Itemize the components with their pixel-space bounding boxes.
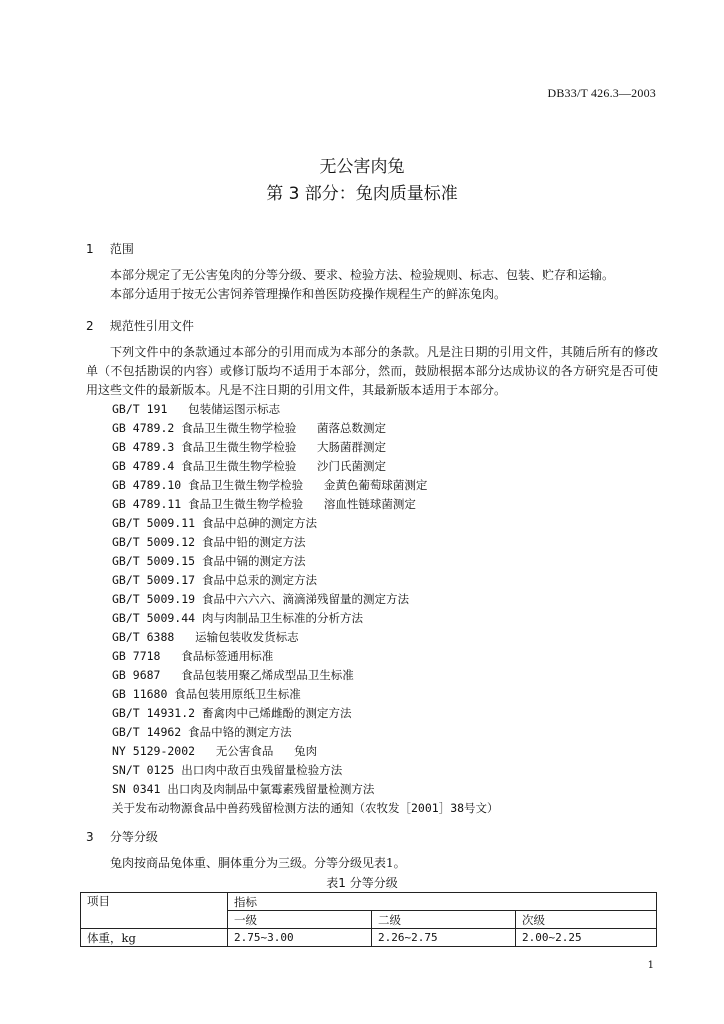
header-item: 项目	[81, 893, 228, 929]
section-number: 1	[86, 242, 94, 256]
section-heading-scope	[86, 240, 134, 257]
section-title: 规范性引用文件	[109, 319, 194, 333]
reference-item: GB/T 5009.19 食品中六六六、滴滴涕残留量的测定方法	[112, 592, 410, 606]
grading-paragraph: 兔肉按商品兔体重、胴体重分为三级。分等分级见表1。	[110, 856, 406, 870]
section-title: 分等分级	[109, 830, 158, 844]
section-heading-normative-references	[86, 317, 194, 334]
reference-item: GB/T 5009.44 肉与肉制品卫生标准的分析方法	[112, 611, 364, 625]
reference-item: NY 5129-2002 无公害食品 兔肉	[112, 744, 318, 758]
standard-number: DB33/T 426.3—2003	[547, 86, 656, 100]
table-row	[81, 893, 657, 911]
reference-item: GB 4789.4 食品卫生微生物学检验 沙门氏菌测定	[112, 459, 387, 473]
page-number: 1	[647, 960, 654, 971]
document-subtitle: 第 3 部分：兔肉质量标准	[266, 184, 458, 204]
reference-item: GB/T 5009.15 食品中镉的测定方法	[112, 554, 306, 568]
reference-item: GB 9687 食品包装用聚乙烯成型品卫生标准	[112, 668, 354, 682]
header-indicator: 指标	[228, 893, 657, 911]
reference-item: GB/T 14962 食品中铬的测定方法	[112, 725, 292, 739]
table-row	[81, 929, 657, 947]
header-grade-1: 一级	[228, 911, 372, 929]
reference-item: GB 4789.10 食品卫生微生物学检验 金黄色葡萄球菌测定	[112, 478, 428, 492]
reference-item: GB 4789.2 食品卫生微生物学检验 菌落总数测定	[112, 421, 387, 435]
reference-item: 关于发布动物源食品中兽药残留检测方法的通知（农牧发［2001］38号文）	[112, 801, 499, 815]
section-heading-grading	[86, 828, 158, 845]
table-cell: 2.26~2.75	[372, 929, 516, 947]
references-intro-paragraph: 下列文件中的条款通过本部分的引用而成为本部分的条款。凡是注日期的引用文件，其随后所有的修改单（不包括勘误的内容）或修订版均不适用于本部分，然而，鼓励根据本部分达成协议的各方研究是否可使用这些文件的最新版本。凡是不注日期的引用文件，其最新版本适用于本部分。	[86, 345, 658, 397]
reference-list	[112, 400, 499, 818]
section-title: 范围	[109, 242, 134, 256]
document-title: 无公害肉兔	[319, 157, 405, 177]
scope-paragraph-1: 本部分规定了无公害兔肉的分等分级、要求、检验方法、检验规则、标志、包装、贮存和运输。	[110, 268, 615, 282]
reference-item: GB 4789.11 食品卫生微生物学检验 溶血性链球菌测定	[112, 497, 416, 511]
row-label: 体重，kg	[81, 929, 228, 947]
grading-table	[80, 892, 657, 947]
reference-item: SN 0341 出口肉及肉制品中氯霉素残留量检测方法	[112, 782, 375, 796]
reference-item: GB 4789.3 食品卫生微生物学检验 大肠菌群测定	[112, 440, 387, 454]
header-grade-3: 次级	[516, 911, 657, 929]
reference-item: GB/T 14931.2 畜禽肉中己烯雌酚的测定方法	[112, 706, 352, 720]
reference-item: GB/T 5009.11 食品中总砷的测定方法	[112, 516, 318, 530]
section-number: 3	[86, 830, 94, 844]
reference-item: GB/T 6388 运输包装收发货标志	[112, 630, 299, 644]
table-caption: 表1 分等分级	[326, 876, 398, 890]
reference-item: GB/T 5009.12 食品中铅的测定方法	[112, 535, 306, 549]
reference-item: GB 11680 食品包装用原纸卫生标准	[112, 687, 301, 701]
reference-item: GB/T 191 包装储运图示标志	[112, 402, 281, 416]
scope-paragraph-2: 本部分适用于按无公害饲养管理操作和兽医防疫操作规程生产的鲜冻兔肉。	[110, 287, 507, 301]
reference-item: SN/T 0125 出口肉中敌百虫残留量检验方法	[112, 763, 343, 777]
table-cell: 2.75~3.00	[228, 929, 372, 947]
reference-item: GB/T 5009.17 食品中总汞的测定方法	[112, 573, 318, 587]
header-grade-2: 二级	[372, 911, 516, 929]
section-number: 2	[86, 319, 94, 333]
table-cell: 2.00~2.25	[516, 929, 657, 947]
reference-item: GB 7718 食品标签通用标准	[112, 649, 274, 663]
